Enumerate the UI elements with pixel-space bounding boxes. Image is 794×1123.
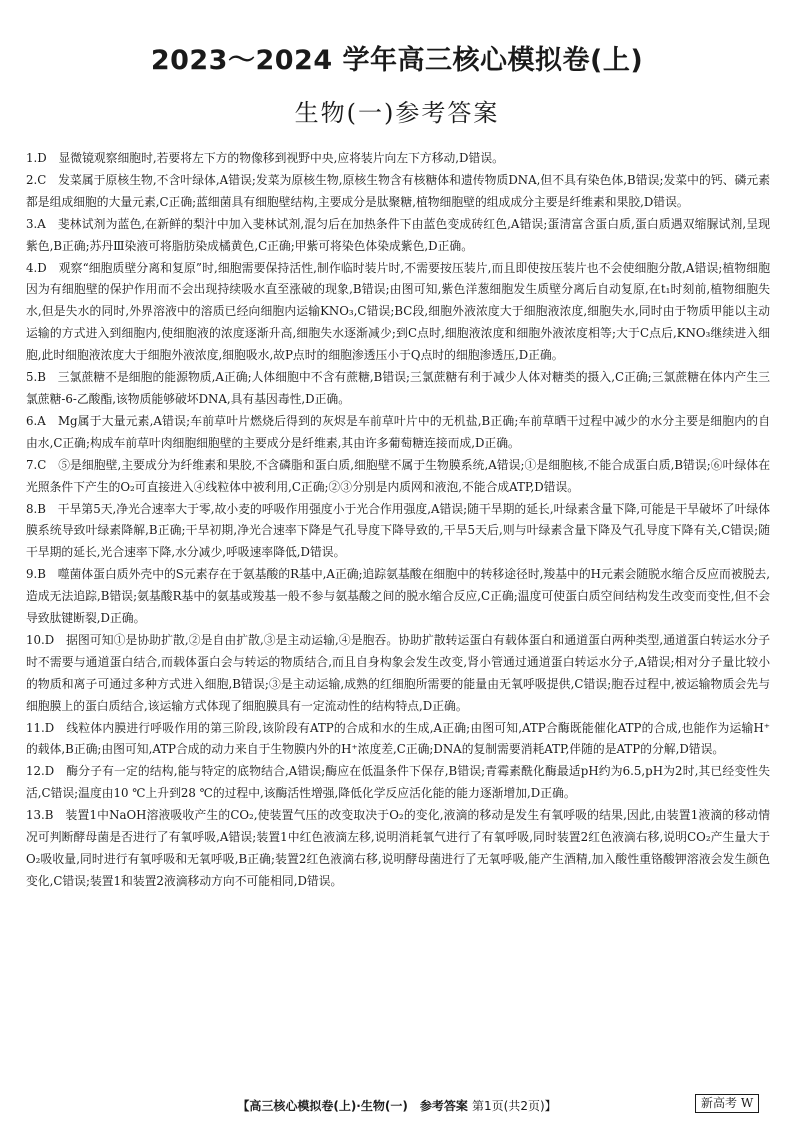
answer-item-9: 9.B 噬菌体蛋白质外壳中的S元素存在于氨基酸的R基中,A正确;追踪氨基酸在细胞中的转移途径时,羧基中的H元素会随脱水缩合反应而被脱去,造成无法追踪,B错误;氨基酸R基中的氨基或羧基一般不参与氨基酸之间的脱水缩合反应,C正确;温度可使蛋白质空间结构发生改变而变性,但不会导致肽键断裂,D正确。 xyxy=(26,567,770,626)
answer-item-5: 5.B 三氯蔗糖不是细胞的能源物质,A正确;人体细胞中不含有蔗糖,B错误;三氯蔗糖有利于减少人体对糖类的摄入,C正确;三氯蔗糖在体内产生三氯蔗糖-6-乙酸酯,该物质能够破坏DNA,具有基因毒性,D正确。 xyxy=(26,370,770,406)
answer-item-4: 4.D 观察“细胞质壁分离和复原”时,细胞需要保持活性,制作临时装片时,不需要按压装片,而且即使按压装片也不会使细胞分散,A错误;植物细胞因为有细胞壁的保护作用而不会出现持续吸水直至涨破的现象,B错误;由图可知,紫色洋葱细胞发生质壁分离后自动复原,在t₁时刻前,植物细胞失水,但是失水的同时,外界溶液中的溶质已经向细胞内运输KNO₃,C错误;BC段,细胞外液浓度大于细胞液浓度,细胞失水,同时由于物质甲能以主动运输的方式进入到细胞内,使细胞液的浓度逐渐升高,细胞失水逐渐减少;到C点时,细胞液浓度和细胞外液浓度相等;大于C点后,KNO₃继续进入细胞,此时细胞液浓度大于细胞外液浓度,细胞吸水,故P点时的细胞渗透压小于Q点时的细胞渗透压,D正确。 xyxy=(26,260,770,363)
answer-item-12: 12.D 酶分子有一定的结构,能与特定的底物结合,A错误;酶应在低温条件下保存,B错误;青霉素酰化酶最适pH约为6.5,pH为2时,其已经变性失活,C错误;温度由10 ℃上升到28 ℃的过程中,该酶活性增强,降低化学反应活化能的能力逐渐增加,D正确。 xyxy=(26,764,770,801)
footer-label: 【高三核心模拟卷(上)·生物(一) 参考答案 xyxy=(237,1099,468,1113)
answer-item-3: 3.A 斐林试剂为蓝色,在新鲜的梨汁中加入斐林试剂,混匀后在加热条件下由蓝色变成砖红色,A错误;蛋清富含蛋白质,蛋白质遇双缩脲试剂,呈现紫色,B正确;苏丹Ⅲ染液可将脂肪染成橘黄色,C正确;甲紫可将染色体染成紫色,D正确。 xyxy=(26,216,770,253)
answer-item-6: 6.A Mg属于大量元素,A错误;车前草叶片燃烧后得到的灰烬是车前草叶片中的无机盐,B正确;车前草晒干过程中减少的水分主要是细胞内的自由水,C正确;构成车前草叶肉细胞细胞壁的主要成分是纤维素,其由许多葡萄糖连接而成,D正确。 xyxy=(26,413,770,450)
answer-item-1: 1.D 显微镜观察细胞时,若要将左下方的物像移到视野中央,应将装片向左下方移动,D错误。 xyxy=(26,151,504,165)
edition-tag: 新高考 W xyxy=(695,1094,759,1113)
answer-item-13: 13.B 装置1中NaOH溶液吸收产生的CO₂,使装置气压的改变取决于O₂的变化,液滴的移动是发生有氧呼吸的结果,因此,由装置1液滴的移动情况可判断酵母菌是否进行了有氧呼吸,A错误;装置1中红色液滴左移,说明消耗氧气进行了有氧呼吸,同时装置2红色液滴右移,说明CO₂产生量大于O₂吸收量,同时进行有氧呼吸和无氧呼吸,B正确;装置2红色液滴右移,说明酵母菌进行了无氧呼吸,能产生酒精,加入酸性重铬酸钾溶液会发生颜色变化,C错误;装置1和装置2液滴移动方向不可能相同,D错误。 xyxy=(26,808,770,888)
page-footer xyxy=(0,1097,794,1114)
answer-item-7: 7.C ⑤是细胞壁,主要成分为纤维素和果胶,不含磷脂和蛋白质,细胞壁不属于生物膜系统,A错误;①是细胞核,不能合成蛋白质,B错误;⑥叶绿体在光照条件下产生的O₂可直接进入④线粒体中被利用,C正确;②③分别是内质网和液泡,不能合成ATP,D错误。 xyxy=(26,457,770,494)
answer-item-8: 8.B 干旱第5天,净光合速率大于零,故小麦的呼吸作用强度小于光合作用强度,A错误;随干旱期的延长,叶绿素含量下降,可能是干旱破坏了叶绿体膜系统导致叶绿素降解,B正确;干旱初期,净光合速率下降是气孔导度下降导致的,干旱5天后,则与叶绿素含量下降及气孔导度下降有关,C错误;随干旱期的延长,光合速率下降,水分减少,呼吸速率降低,D错误。 xyxy=(26,501,770,560)
answer-list xyxy=(26,148,770,893)
answer-item-11: 11.D 线粒体内膜进行呼吸作用的第三阶段,该阶段有ATP的合成和水的生成,A正确;由图可知,ATP合酶既能催化ATP的合成,也能作为运输H⁺的载体,B正确;由图可知,ATP合成的动力来自于生物膜内外的H⁺浓度差,C正确;DNA的复制需要消耗ATP,伴随的是ATP的分解,D错误。 xyxy=(26,720,770,757)
page-subtitle: 生物(一)参考答案 xyxy=(294,99,500,127)
page-title: 2023～2024 学年高三核心模拟卷(上) xyxy=(150,45,644,76)
footer-page-number: 第1页(共2页)】 xyxy=(472,1099,557,1113)
answer-item-2: 2.C 发菜属于原核生物,不含叶绿体,A错误;发菜为原核生物,原核生物含有核糖体和遗传物质DNA,但不具有染色体,B错误;发菜中的钙、磷元素都是组成细胞的大量元素,C正确;蓝细菌具有细胞壁结构,主要成分是肽聚糖,植物细胞壁的组成成分主要是纤维素和果胶,D错误。 xyxy=(26,172,770,209)
answer-item-10: 10.D 据图可知①是协助扩散,②是自由扩散,③是主动运输,④是胞吞。协助扩散转运蛋白有载体蛋白和通道蛋白两种类型,通道蛋白转运水分子时不需要与通道蛋白结合,而载体蛋白会与转运的物质结合,而且自身构象会发生改变,肾小管通过通道蛋白转运水分子,A错误;相对分子量比较小的物质和离子可通过多种方式进入细胞,B错误;③是主动运输,成熟的红细胞所需要的能量由无氧呼吸提供,C错误;胞吞过程中,被运输物质会先与细胞膜上的蛋白质结合,该运输方式体现了细胞膜具有一定流动性的结构特点,D正确。 xyxy=(26,632,770,713)
